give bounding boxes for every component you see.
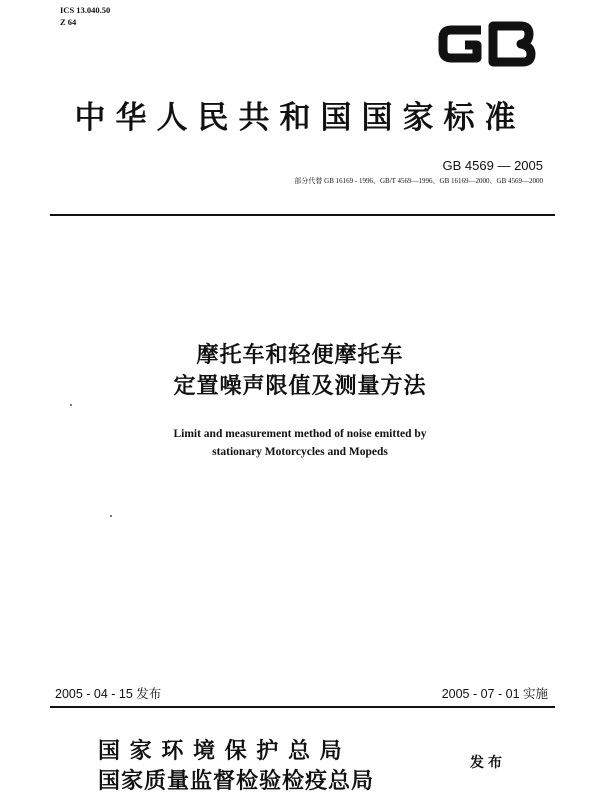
scan-speck (70, 404, 72, 406)
top-divider (50, 214, 555, 216)
title-en-line-2: stationary Motorcycles and Mopeds (212, 446, 388, 458)
national-standard-title: 中华人民共和国国家标准 (74, 100, 526, 136)
title-cn-line-1: 摩托车和轻便摩托车 (196, 342, 404, 368)
issuer-line-2: 国家质量监督检验检疫总局 (98, 768, 375, 794)
issue-date: 2005 - 04 - 15 发布 (55, 687, 162, 701)
ics-code: ICS 13.040.50 (60, 5, 111, 15)
standard-number: GB 4569 — 2005 (442, 158, 543, 173)
classification-code: Z 64 (60, 17, 77, 27)
title-cn-line-2: 定置噪声限值及测量方法 (173, 373, 427, 399)
issuer-line-1: 国 家 环 境 保 护 总 局 (98, 738, 343, 764)
effective-date: 2005 - 07 - 01 实施 (441, 687, 548, 701)
replaces-note: 部分代替 GB 16169 - 1996、GB/T 4569—1996、GB 16169—2000、GB 4569—2000 (294, 177, 543, 185)
issue-label: 发布 (470, 755, 506, 771)
title-en-line-1: Limit and measurement method of noise emitted by (173, 428, 427, 440)
bottom-divider (50, 706, 555, 708)
gb-logo (437, 20, 537, 68)
scan-speck (110, 515, 112, 517)
